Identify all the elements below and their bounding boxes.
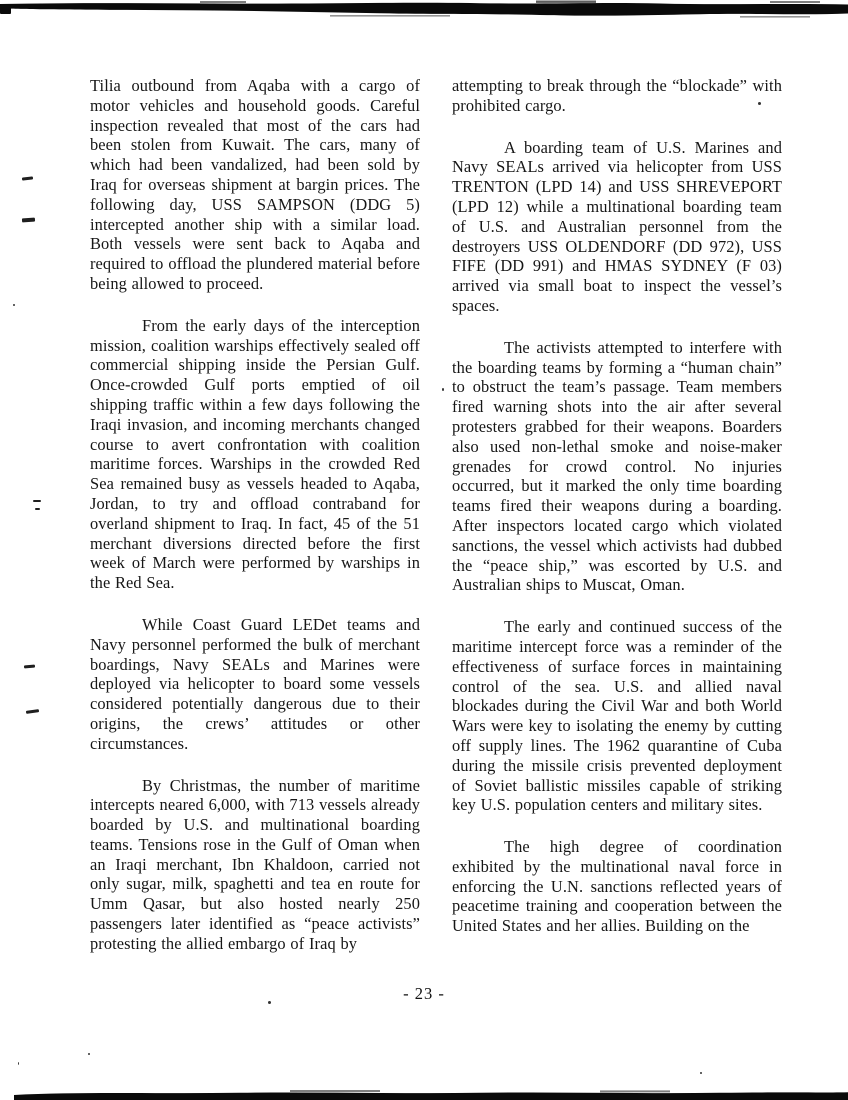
scan-artifact-dash (33, 500, 41, 502)
scan-artifact-speck (268, 1001, 271, 1004)
paragraph: A boarding team of U.S. Marines and Navy SEALs arrived via helicopter from USS TRENTON (LPD 14) and USS SHREVEPORT (LPD 12) while a multinational boarding team of U.S. and Australian personnel from the destroyers USS OLDENDORF (DD 972), USS FIFE (DD 991) and HMAS SYDNEY (F 03) arrived via small boat to inspect the vessel’s spaces. (452, 137, 782, 315)
scan-artifact-speck (700, 1072, 702, 1074)
scan-artifact-speck (13, 304, 15, 306)
paragraph: The early and continued success of the maritime intercept force was a reminder of the effectiveness of surface forces in maintaining control of the sea. U.S. and allied naval blockades during the Civil War and both World Wars were key to isolating the enemy by cutting off supply lines. The 1962 quarantine of Cuba during the missile crisis prevented deployment of Soviet ballistic missiles capable of striking key U.S. population centers and military sites. (452, 617, 782, 815)
paragraph: attempting to break through the “blockade” with prohibited cargo. (452, 76, 782, 115)
scan-artifact-speck (442, 388, 444, 391)
paragraph: From the early days of the interception mission, coalition warships effectively sealed off commercial shipping inside the Persian Gulf. Once-crowded Gulf ports emptied of oil shipping traffic within a few days following the Iraqi invasion, and incoming merchants changed course to avert confrontation with coalition maritime forces. Warships in the crowded Red Sea remained busy as vessels headed to Aqaba, Jordan, to try and offload contraband for overland shipment to Iraq. In fact, 45 of the 51 merchant diversions directed before the first week of March were performed by warships in the Red Sea. (90, 315, 420, 593)
paragraph: By Christmas, the number of maritime intercepts neared 6,000, with 713 vessels already boarded by U.S. and multinational boarding teams. Tensions rose in the Gulf of Oman when an Iraqi merchant, Ibn Khaldoon, carried not only sugar, milk, spaghetti and tea en route for Umm Qasar, but also hosted nearly 250 passengers later identified as “peace activists” protesting the allied embargo of Iraq by (90, 775, 420, 953)
scan-artifact-dash (24, 665, 35, 669)
page-number: - 23 - (403, 984, 445, 1003)
paragraph: The high degree of coordination exhibited by the multinational naval force in enforcing the U.N. sanctions reflected years of peacetime training and cooperation between the United States and her allies. Building on the (452, 837, 782, 936)
scan-artifact-top-band (0, 0, 848, 20)
scan-artifact-dash (35, 508, 40, 510)
page-body (90, 76, 782, 976)
scan-artifact-dash (22, 218, 35, 223)
scan-artifact-speck (18, 1062, 19, 1065)
paragraph: While Coast Guard LEDet teams and Navy personnel performed the bulk of merchant boardings, Navy SEALs and Marines were deployed via helicopter to board some vessels considered potentially dangerous due to their origins, the crews’ attitudes or other circumstances. (90, 614, 420, 753)
right-column (452, 76, 782, 976)
scan-artifact-speck (88, 1053, 90, 1055)
scan-artifact-dash (26, 709, 39, 714)
paragraph: The activists attempted to interfere with the boarding teams by forming a “human chain” to obstruct the team’s passage. Team members fired warning shots into the air after several protesters grabbed for their weapons. Boarders also used non-lethal smoke and noise-maker grenades for crowd control. No injuries occurred, but it marked the only time boarding teams fired their weapons during a boarding. After inspectors located cargo which violated sanctions, the vessel which activists had dubbed the “peace ship,” was escorted by U.S. and Australian ships to Muscat, Oman. (452, 337, 782, 595)
scan-artifact-dash (22, 176, 33, 180)
scan-artifact-bottom-band (0, 1084, 848, 1100)
left-column (90, 76, 420, 976)
scan-artifact-speck (758, 102, 761, 105)
paragraph: Tilia outbound from Aqaba with a cargo of motor vehicles and household goods. Careful inspection revealed that most of the cars had been stolen from Kuwait. The cars, many of which had been vandalized, had been sold by Iraq for overseas shipment at bargin prices. The following day, USS SAMPSON (DDG 5) intercepted another ship with a similar load. Both vessels were sent back to Aqaba and required to offload the plundered material before being allowed to proceed. (90, 76, 420, 293)
